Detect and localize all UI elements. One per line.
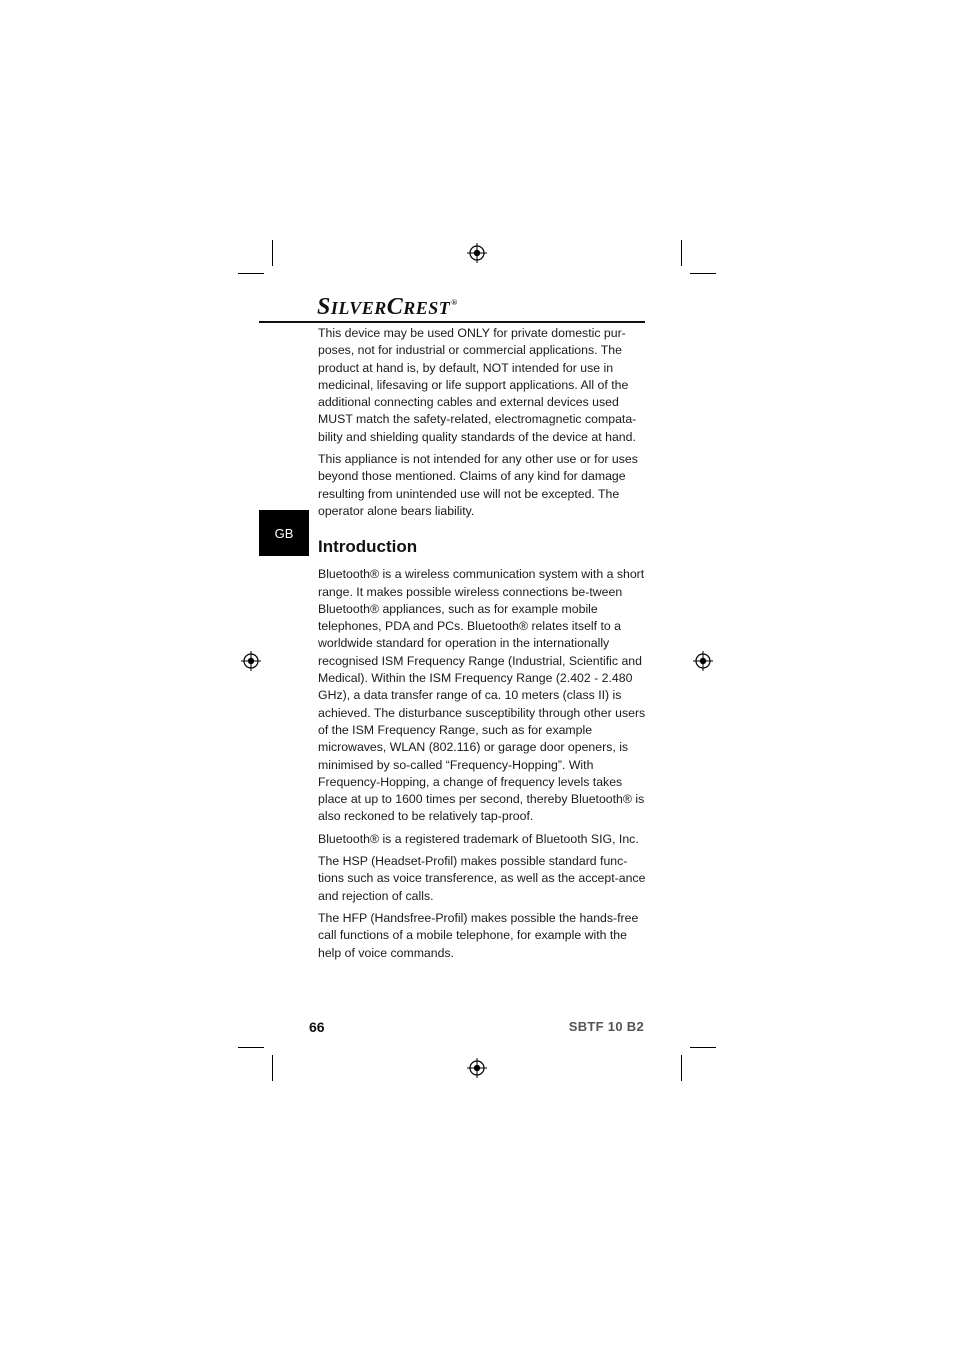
crop-mark [681, 1055, 682, 1081]
registration-mark-icon [467, 1058, 487, 1078]
model-number: SBTF 10 B2 [568, 1019, 644, 1034]
crop-mark [690, 273, 716, 274]
main-text-column [318, 325, 648, 967]
paragraph: This appliance is not intended for any other use or for uses beyond those mentioned. Claims of any kind for damage resulting from unintended use will not be excepted. The operator alone bears liability. [318, 452, 638, 518]
crop-mark [238, 1047, 264, 1048]
crop-mark [681, 240, 682, 266]
section-heading: Introduction [318, 537, 418, 557]
crop-mark [272, 1055, 273, 1081]
registration-mark-icon [693, 651, 713, 671]
paragraph: Bluetooth® is a registered trademark of Bluetooth SIG, Inc. [318, 831, 639, 846]
silvercrest-logo: SILVERCREST® [317, 294, 458, 320]
paragraph: The HFP (Handsfree-Profil) makes possible the hands-free call functions of a mobile telephone, for example with the help of voice commands. [318, 910, 639, 960]
paragraph: This device may be used ONLY for private domestic pur-poses, not for industrial or commercial applications. The product at hand is, by default, NOT intended for use in medicinal, lifesaving or life support applications. All of the additional connecting cables and external devices used MUST match the safety-related, electromagnetic compata-bility and shielding quality standards of the device at hand. [318, 326, 637, 444]
crop-mark [690, 1047, 716, 1048]
language-tab: GB [259, 510, 309, 556]
paragraph: The HSP (Headset-Profil) makes possible standard func-tions such as voice transference, as well as the accept-ance and rejection of calls. [318, 854, 646, 903]
crop-mark [272, 240, 273, 266]
header-rule [259, 321, 645, 323]
registration-mark-icon [241, 651, 261, 671]
page-number: 66 [309, 1019, 325, 1035]
crop-mark [238, 273, 264, 274]
paragraph: Bluetooth® is a wireless communication system with a short range. It makes possible wireless connections be-tween Bluetooth® appliances, such as for example mobile telephones, PDA and PCs. Bluetooth® relates itself to a worldwide standard for operation in the internationally recognised ISM Frequency Range (Industrial, Scientific and Medical). Within the ISM Frequency Range (2.402 - 2.480 GHz), a data transfer range of ca. 10 meters (class II) is achieved. The disturbance susceptibility through other users of the ISM Frequency Range, such as for example microwaves, WLAN (802.116) or garage door openers, is minimised by so-called “Frequency-Hopping”. With Frequency-Hopping, a change of frequency levels takes place at up to 1600 times per second, thereby Bluetooth® is also reckoned to be relatively tap-proof. [318, 567, 646, 824]
registration-mark-icon [467, 243, 487, 263]
